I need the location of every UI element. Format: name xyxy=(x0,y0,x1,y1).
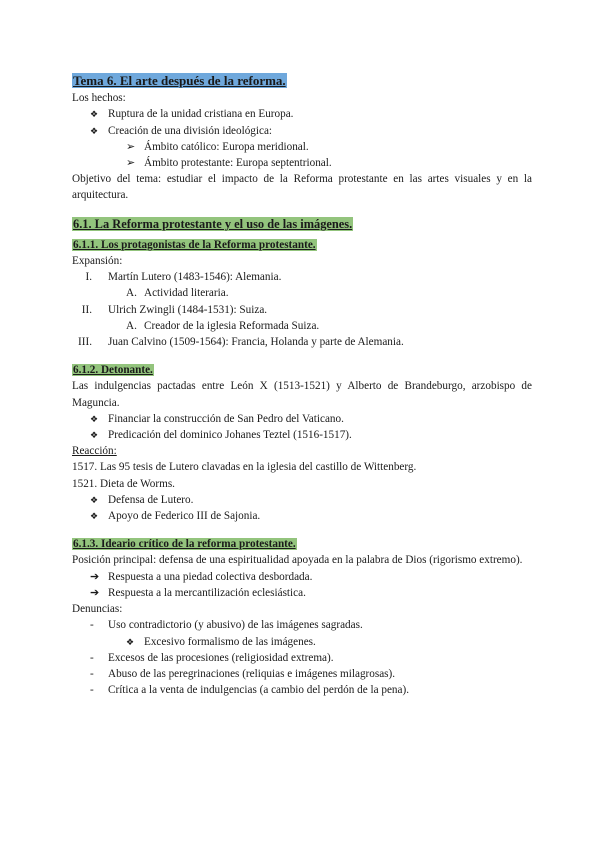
list-item-text: Ulrich Zwingli (1484-1531): Suiza. xyxy=(108,303,268,316)
list-item xyxy=(72,666,532,682)
list-item xyxy=(72,682,532,698)
ideario-paragraph: Posición principal: defensa de una espiritualidad apoyada en la palabra de Dios (rigorismo extremo). xyxy=(72,554,523,567)
section-heading: 6.1. La Reforma protestante y el uso de las imágenes. xyxy=(73,216,353,231)
alpha-marker: A. xyxy=(126,319,137,332)
list-item-text: Respuesta a la mercantilización eclesiástica. xyxy=(108,586,306,599)
list-item xyxy=(72,585,532,601)
list-item-text: Actividad literaria. xyxy=(144,287,229,300)
diamond-bullet-icon: ❖ xyxy=(90,494,99,505)
doc-title: Tema 6. El arte después de la reforma. xyxy=(73,73,286,88)
dash-bullet-icon: - xyxy=(90,684,94,697)
list-item xyxy=(72,318,532,334)
objetivo-paragraph: Objetivo del tema: estudiar el impacto de la Reforma protestante en las artes visuales y en la arquitectura. xyxy=(72,173,532,202)
list-item xyxy=(72,285,532,301)
list-item-text: Ruptura de la unidad cristiana en Europa. xyxy=(108,108,294,121)
arrowhead-bullet-icon: ➢ xyxy=(126,140,136,153)
doc-title-line xyxy=(72,72,532,90)
roman-marker: II. xyxy=(81,303,92,316)
list-item-text: Juan Calvino (1509-1564): Francia, Holanda y parte de Alemania. xyxy=(108,336,404,349)
event-line: 1517. Las 95 tesis de Lutero clavadas en la iglesia del castillo de Wittenberg. xyxy=(72,461,417,474)
list-item-text: Creación de una división ideológica: xyxy=(108,124,273,137)
diamond-bullet-icon: ❖ xyxy=(90,413,99,424)
list-item xyxy=(72,617,532,633)
section-heading-line xyxy=(72,216,532,233)
list-item-text: Defensa de Lutero. xyxy=(108,493,194,506)
list-item xyxy=(72,155,532,171)
list-item-text: Ámbito católico: Europa meridional. xyxy=(144,140,309,153)
expansion-label: Expansión: xyxy=(72,255,123,268)
roman-marker: III. xyxy=(78,336,92,349)
list-item-text: Excesos de las procesiones (religiosidad extrema). xyxy=(108,651,334,664)
diamond-bullet-icon: ❖ xyxy=(90,430,99,441)
list-item xyxy=(72,123,532,139)
arrowhead-bullet-icon: ➢ xyxy=(126,157,136,170)
list-item-text: Creador de la iglesia Reformada Suiza. xyxy=(144,319,320,332)
list-item-text: Abuso de las peregrinaciones (reliquias e imágenes milagrosas). xyxy=(108,667,396,680)
dash-bullet-icon: - xyxy=(90,651,94,664)
subsection-heading-line xyxy=(72,536,532,552)
list-item xyxy=(72,411,532,427)
list-item-text: Apoyo de Federico III de Sajonia. xyxy=(108,510,261,523)
list-item-text: Respuesta a una piedad colectiva desbordada. xyxy=(108,570,313,583)
dash-bullet-icon: - xyxy=(90,667,94,680)
document-page xyxy=(72,72,532,698)
list-item xyxy=(72,508,532,524)
list-item xyxy=(72,302,532,318)
event-line: 1521. Dieta de Worms. xyxy=(72,477,175,490)
arrow-bullet-icon: ➔ xyxy=(90,570,100,583)
diamond-bullet-icon: ❖ xyxy=(90,511,99,522)
reaccion-label: Reacción: xyxy=(72,445,117,458)
subsection-heading: 6.1.1. Los protagonistas de la Reforma protestante. xyxy=(73,238,316,251)
list-item-text: Crítica a la venta de indulgencias (a cambio del perdón de la pena). xyxy=(108,684,410,697)
list-item xyxy=(72,334,532,350)
hechos-label: Los hechos: xyxy=(72,92,126,105)
list-item-text: Martín Lutero (1483-1546): Alemania. xyxy=(108,271,282,284)
list-item xyxy=(72,634,532,650)
roman-marker: I. xyxy=(85,271,92,284)
diamond-bullet-icon: ❖ xyxy=(126,636,135,647)
subsection-heading: 6.1.3. Ideario crítico de la reforma protestante. xyxy=(73,538,296,551)
list-item-text: Financiar la construcción de San Pedro del Vaticano. xyxy=(108,412,344,425)
list-item-text: Excesivo formalismo de las imágenes. xyxy=(144,635,316,648)
denuncias-label: Denuncias: xyxy=(72,603,123,616)
arrow-bullet-icon: ➔ xyxy=(90,586,100,599)
subsection-heading: 6.1.2. Detonante. xyxy=(73,364,153,377)
diamond-bullet-icon: ❖ xyxy=(90,125,99,136)
list-item-text: Ámbito protestante: Europa septentrional. xyxy=(144,157,332,170)
subsection-heading-line xyxy=(72,237,532,253)
list-item xyxy=(72,427,532,443)
list-item xyxy=(72,139,532,155)
list-item-text: Predicación del dominico Johanes Teztel (1516-1517). xyxy=(108,429,352,442)
detonante-paragraph: Las indulgencias pactadas entre León X (1513-1521) y Alberto de Brandeburgo, arzobispo de Maguncia. xyxy=(72,380,532,409)
list-item xyxy=(72,492,532,508)
list-item-text: Uso contradictorio (y abusivo) de las imágenes sagradas. xyxy=(108,619,363,632)
diamond-bullet-icon: ❖ xyxy=(90,109,99,120)
alpha-marker: A. xyxy=(126,287,137,300)
list-item xyxy=(72,569,532,585)
list-item xyxy=(72,650,532,666)
list-item xyxy=(72,106,532,122)
dash-bullet-icon: - xyxy=(90,619,94,632)
list-item xyxy=(72,269,532,285)
subsection-heading-line xyxy=(72,362,532,378)
